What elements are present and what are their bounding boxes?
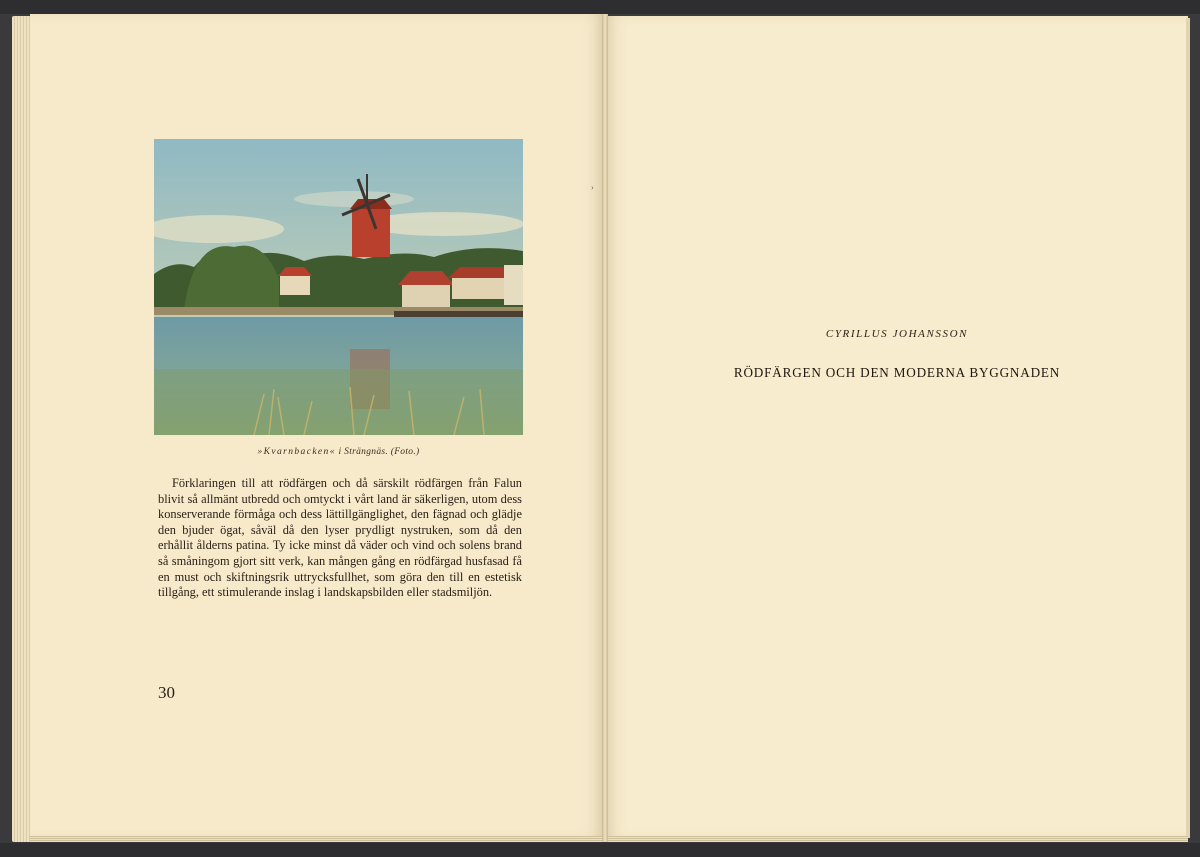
page-number: 30 <box>158 683 175 702</box>
scan-backdrop-bottom <box>0 843 1200 857</box>
right-page <box>606 16 1188 839</box>
margin-mark: › <box>591 183 594 192</box>
body-paragraph: Förklaringen till att rödfärgen och då särskilt rödfärgen från Falun blivit så allmänt utbredd och omtyckt i vårt land är säkerligen, utom dess konserverande förmåga och dess lättillgänglighet, den fägnad och glädje den bjuder ögat, såväl då den lyser prydligt nystruken, som då den erhållit ålderns patina. Ty icke minst då väder och vind och solens brand så småningom gjort sitt verk, kan mången gång en rödfärgad husfasad få en must och skiftningsrik uttrycksfullhet, som göra den till en estetisk tillgång, ett stimulerande inslag i landskapsbilden eller stadsmiljön. <box>158 476 522 600</box>
chapter-title: RÖDFÄRGEN OCH DEN MODERNA BYGGNADEN <box>733 365 1061 380</box>
scan-backdrop-top <box>0 0 1200 14</box>
windmill-photo-illustration <box>154 139 523 435</box>
page-edges-bottom <box>30 836 1188 842</box>
author-name: CYRILLUS JOHANSSON <box>825 328 969 340</box>
caption-location: i Strängnäs. (Foto.) <box>335 447 420 457</box>
book-gutter <box>602 14 608 842</box>
windmill-photograph <box>154 139 523 435</box>
photo-caption <box>154 447 523 457</box>
page-edge-right <box>1186 18 1190 838</box>
caption-place-name: »Kvarnbacken« <box>257 447 336 457</box>
